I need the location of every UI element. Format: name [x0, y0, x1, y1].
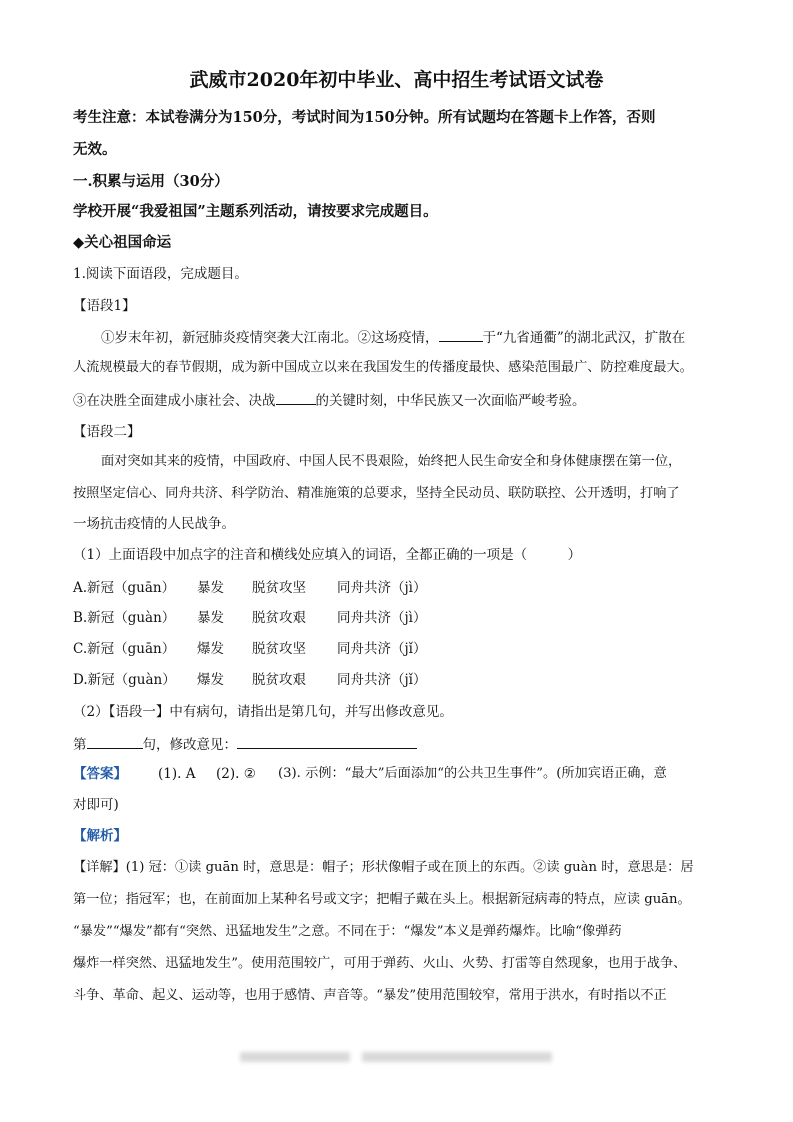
detail-line-3: “暴发”“爆发”都有“突然、迅猛地发生”之意。不同在于：“爆发”本义是弹药爆炸。比喻“像弹药	[73, 924, 622, 939]
option-a-word-1: 暴发	[197, 580, 224, 596]
option-d-label: D.新冠（guàn）	[73, 672, 176, 688]
detail-line-1: 【详解】(1) 冠：①读 guān 时，意思是：帽子；形状像帽子或在顶上的东西。②读 guàn 时，意思是：居	[73, 860, 694, 875]
exam-notice-line-2: 无效。	[73, 141, 117, 158]
answer-1: (1). A	[158, 766, 196, 782]
option-c-label: C.新冠（guān）	[73, 641, 176, 657]
answer-line-2: 对即可)	[73, 797, 119, 813]
answer-line	[73, 764, 127, 784]
passage-1-label: 【语段1】	[73, 298, 136, 314]
passage-1-line-3-end: 的关键时刻，中华民族又一次面临严峻考验。	[315, 393, 586, 409]
detail-line-5: 斗争、革命、起义、运动等，也用于感情、声音等。“暴发”使用范围较窄，常用于洪水，有时指以不正	[73, 988, 667, 1003]
option-a-word-3: 同舟共济（jì）	[337, 580, 427, 596]
passage-1-line-2: 人流规模最大的春节假期，成为新中国成立以来在我国发生的传播度最快、感染范围最广、防控难度最大。	[73, 360, 693, 375]
page-title: 武威市2020年初中毕业、高中招生考试语文试卷	[189, 69, 604, 91]
exam-notice-line-1: 考生注意：本试卷满分为150分，考试时间为150分钟。所有试题均在答题卡上作答，否则	[73, 109, 656, 126]
detail-line-4: 爆炸一样突然、迅猛地发生”。使用范围较广，可用于弹药、火山、火势、打雷等自然现象，也用于战争、	[73, 956, 687, 971]
fill-middle: 句，修改意见：	[142, 737, 237, 753]
sub-question-1: （1）上面语段中加点字的注音和横线处应填入的词语，全都正确的一项是（ ）	[73, 547, 582, 563]
option-b-word-3: 同舟共济（jì）	[337, 610, 427, 626]
fill-in-line	[73, 734, 417, 755]
blurred-footer-left	[240, 1052, 350, 1062]
answer-tag: 【答案】	[73, 766, 127, 782]
subsection-heading: ◆关心祖国命运	[73, 234, 172, 251]
blank-2	[276, 390, 316, 405]
option-d-word-2: 脱贫攻艰	[252, 672, 306, 688]
option-c-word-1: 爆发	[197, 641, 224, 657]
option-b-word-1: 暴发	[197, 610, 224, 626]
blurred-footer-right	[362, 1052, 552, 1062]
option-a-label: A.新冠（guān）	[73, 580, 176, 596]
option-b-word-2: 脱贫攻艰	[252, 610, 306, 626]
sub-question-2: （2）【语段一】中有病句，请指出是第几句，并写出修改意见。	[73, 704, 453, 720]
passage-2-line-3: 一场抗击疫情的人民战争。	[73, 516, 235, 532]
passage-2-line-1: 面对突如其来的疫情，中国政府、中国人民不畏艰险，始终把人民生命安全和身体健康摆在第一位，	[101, 454, 682, 469]
passage-1-line-1-end: 于“九省通衢”的湖北武汉，扩散在	[482, 330, 686, 346]
passage-1-line-3	[73, 390, 586, 411]
answer-3: (3). 示例：“最大”后面添加“的公共卫生事件”。(所加宾语正确，意	[278, 766, 667, 781]
analysis-tag: 【解析】	[73, 828, 127, 844]
activity-intro: 学校开展“我爱祖国”主题系列活动，请按要求完成题目。	[73, 203, 438, 220]
passage-1-line-3-start: ③在决胜全面建成小康社会、决战	[73, 393, 276, 409]
question-1-prompt: 1.阅读下面语段，完成题目。	[73, 266, 248, 282]
option-a-word-2: 脱贫攻坚	[252, 580, 306, 596]
sentence-number-blank	[87, 734, 143, 749]
passage-1-line-1-start: ①岁末年初，新冠肺炎疫情突袭大江南北。②这场疫情，	[101, 330, 439, 346]
answer-2: (2). ②	[216, 766, 256, 782]
option-d-word-3: 同舟共济（jǐ）	[337, 672, 427, 688]
option-b-label: B.新冠（guàn）	[73, 610, 176, 626]
revision-blank	[237, 734, 417, 749]
section-heading: 一.积累与运用（30分）	[73, 173, 229, 190]
option-d-word-1: 爆发	[197, 672, 224, 688]
passage-1-line-1	[101, 327, 685, 348]
blank-1	[439, 327, 483, 342]
option-c-word-2: 脱贫攻坚	[252, 641, 306, 657]
passage-2-label: 【语段二】	[73, 424, 141, 440]
detail-line-2: 第一位；指冠军；也，在前面加上某种名号或文字；把帽子戴在头上。根据新冠病毒的特点，应读 guān。	[73, 892, 691, 907]
fill-prefix: 第	[73, 737, 87, 753]
option-c-word-3: 同舟共济（jǐ）	[337, 641, 427, 657]
passage-2-line-2: 按照坚定信心、同舟共济、科学防治、精准施策的总要求，坚持全民动员、联防联控、公开透明，打响了	[73, 486, 680, 501]
